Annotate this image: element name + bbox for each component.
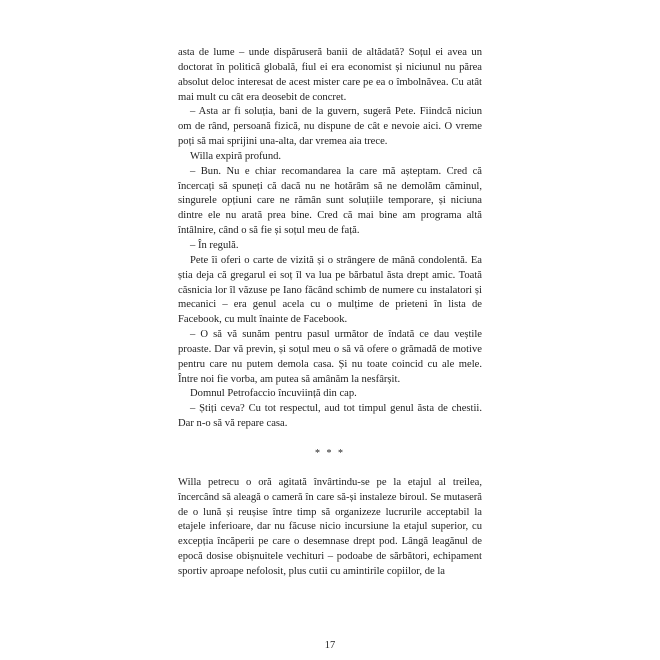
paragraph: asta de lume – unde dispăruseră banii de altădată? Soțul ei avea un doctorat în politică globală, fiul ei era economist și niciunul nu părea absolut deloc interesat de acest mister care pe ea o îmbolnăvea. Cu atât mai mult cu cât era deosebit de concret. xyxy=(178,47,482,103)
paragraph: Pete îi oferi o carte de vizită și o strângere de mână condolentă. Ea știa deja că gregarul ei soț îl va lua pe bărbatul ăsta drept amic. Toată căsnicia lor îl văzuse pe Iano făcând schimb de numere cu instalatori și mecanici – era genul acela cu o mulțime de prieteni în lista de Facebook, cu mult înainte de Facebook. xyxy=(178,254,482,326)
paragraph: – Știți ceva? Cu tot respectul, aud tot timpul genul ăsta de chestii. Dar n-o să vă repare casa. xyxy=(178,403,482,430)
book-page xyxy=(178,46,482,651)
paragraph: Willa expiră profund. xyxy=(190,150,282,162)
page-number: 17 xyxy=(324,640,336,651)
paragraph: – Bun. Nu e chiar recomandarea la care mă așteptam. Cred că încercați să spuneți că dacă nu ne hotărâm să ne demolăm căminul, singurele opțiuni care ne rămân sunt soluțiile temporare, și niciuna dintre ele nu arată prea bine. Cred că mai bine am programa altă întâlnire, când o să fie și soțul meu de față. xyxy=(178,165,482,237)
body-text-bottom xyxy=(178,476,482,580)
body-text-top xyxy=(178,46,482,432)
paragraph: Domnul Petrofaccio încuviință din cap. xyxy=(190,388,357,400)
paragraph: – Asta ar fi soluția, bani de la guvern, sugeră Pete. Fiindcă niciun om de rând, persoană fizică, nu dispune de cât e nevoie aici. O vreme poți să mai sprijini una-alta, dar vremea aia trece. xyxy=(178,106,482,148)
paragraph: Willa petrecu o oră agitată învârtindu-se pe la etajul al treilea, încercând să aleagă o cameră în care să-și instaleze biroul. Se mutaseră de o lună și reușise între timp să organizeze lucrurile acceptabil la etajele inferioare, dar nu făcuse nicio incursiune la etajul superior, cu excepția încăperii pe care o desemnase drept pod. Lângă leagănul de epocă dosise obișnuitele vechituri – podoabe de sărbători, echipament sportiv aproape nefolosit, plus cutii cu amintirile copiilor, de la xyxy=(178,476,482,577)
section-separator: * * * xyxy=(315,447,345,459)
paragraph: – O să vă sunăm pentru pasul următor de îndată ce dau veștile proaste. Dar vă previn, și soțul meu o să vă ofere o grămadă de motive pentru care nu putem demola casa. Și nu toate coincid cu ale mele. Între noi fie vorba, am putea să amânăm la nesfârșit. xyxy=(178,329,482,385)
paragraph: – În regulă. xyxy=(190,239,239,251)
